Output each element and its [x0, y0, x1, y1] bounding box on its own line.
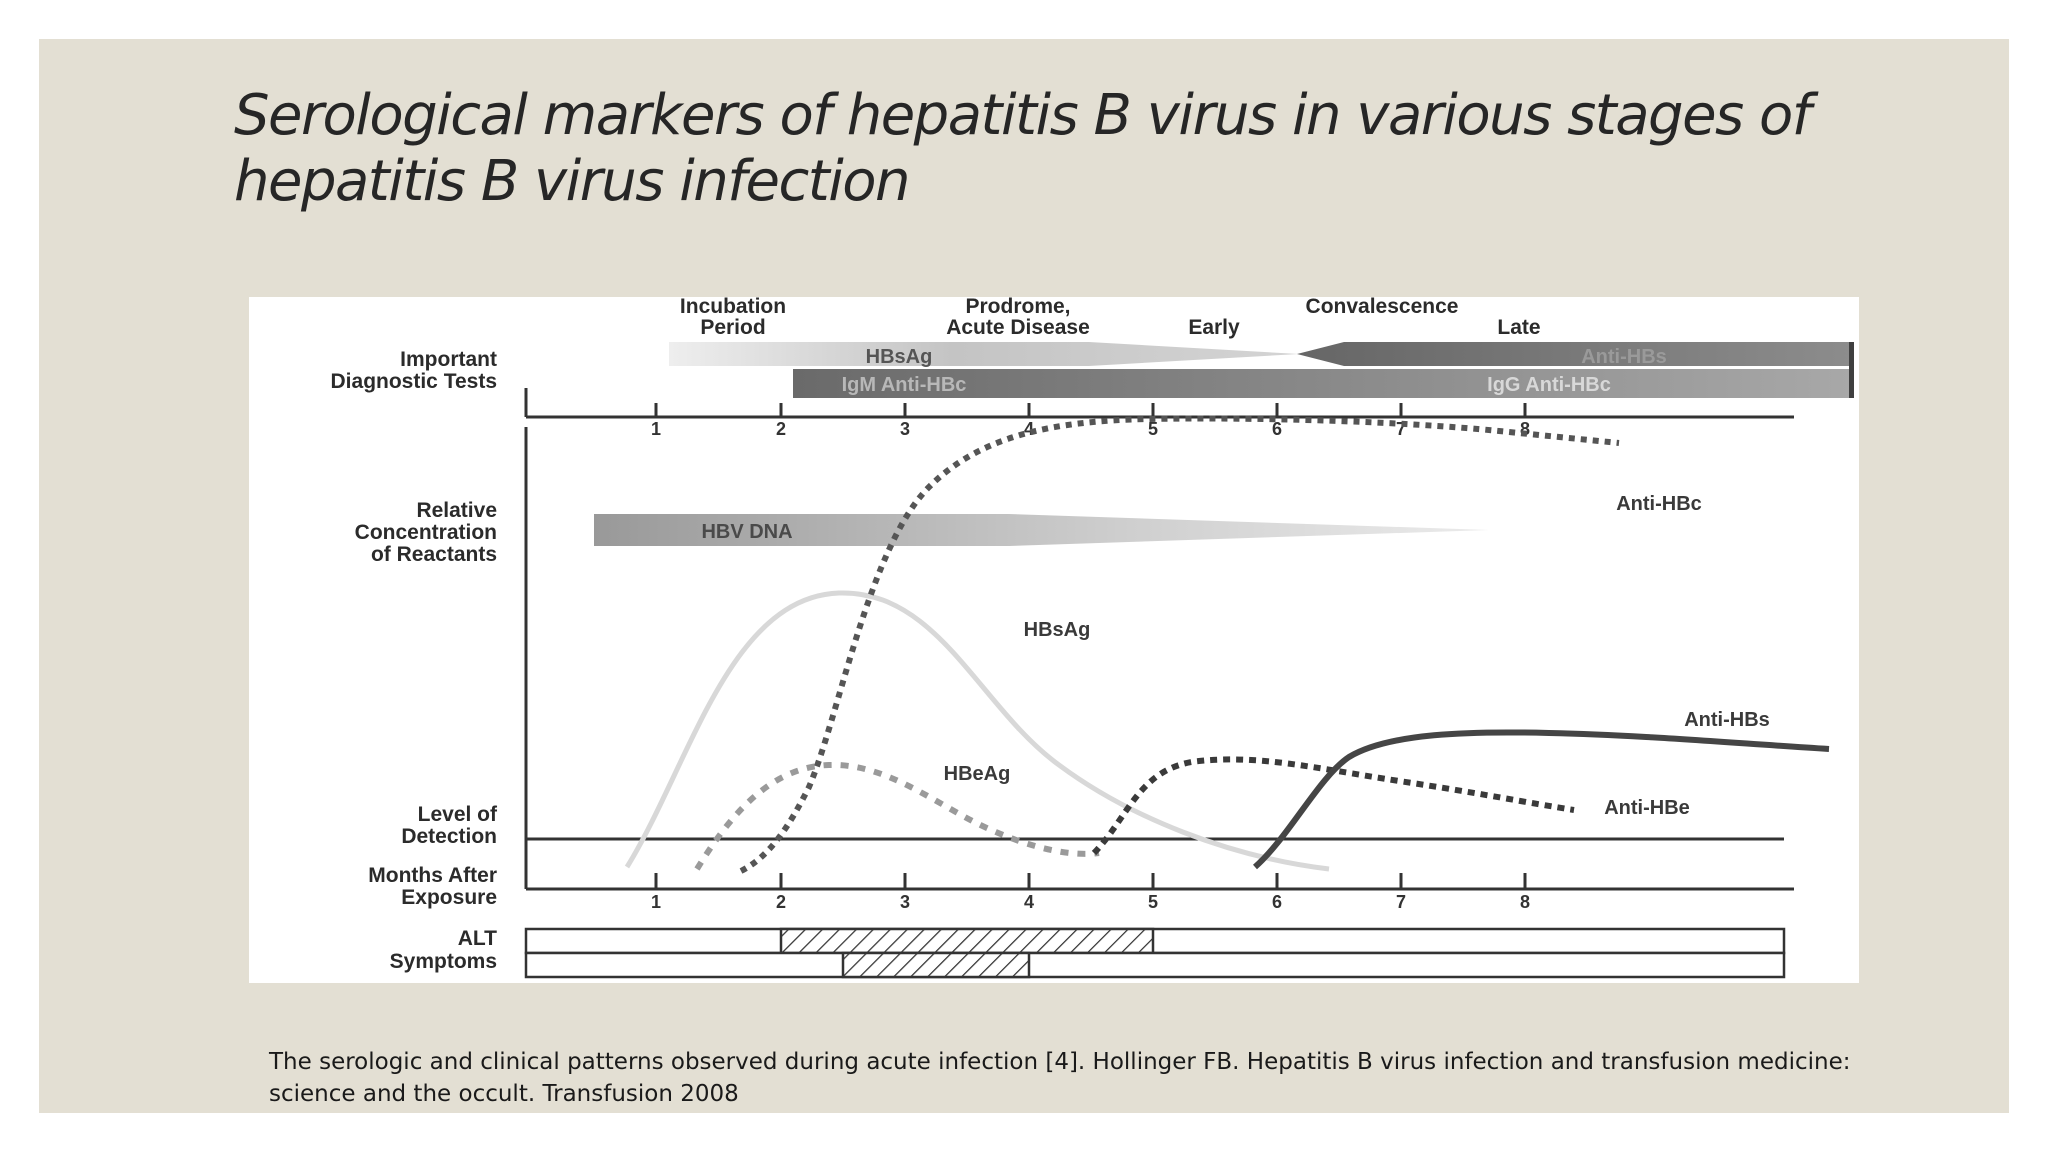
label-diagnostic-tests: Important	[400, 348, 497, 371]
hbeag-label: HBeAg	[943, 763, 1011, 785]
anti-hbs-test-bar	[1297, 342, 1854, 366]
symptoms-period	[843, 953, 1029, 977]
label-relative-concentration: Relative	[416, 499, 497, 522]
bottom-month-tick: 8	[1519, 892, 1531, 912]
phase-late: Late	[1497, 316, 1541, 339]
hbsag-curve	[627, 593, 1329, 869]
phase-incubation: Incubation	[679, 297, 787, 318]
top-month-tick: 4	[1023, 419, 1035, 439]
label-level-of-detection: Level of	[417, 803, 497, 826]
top-month-tick: 5	[1147, 419, 1159, 439]
label-symptoms: Symptoms	[389, 950, 497, 973]
hbeag-curve	[697, 765, 1099, 869]
igg-anti-hbc-label: IgG Anti-HBc	[1487, 374, 1611, 396]
phase-early: Early	[1188, 316, 1240, 339]
anti-hbe-label: Anti-HBe	[1604, 797, 1690, 819]
label-level-of-detection: Detection	[401, 825, 497, 848]
hbv-dna-label: HBV DNA	[701, 521, 793, 543]
alt-elevated-period	[781, 929, 1153, 953]
phase-prodrome: Prodrome,	[965, 297, 1071, 318]
top-month-tick: 6	[1271, 419, 1283, 439]
label-diagnostic-tests: Diagnostic Tests	[330, 370, 497, 393]
bottom-month-tick: 3	[899, 892, 911, 912]
slide	[39, 39, 2009, 1113]
anti-hbc-label: Anti-HBc	[1616, 493, 1702, 515]
anti-hbs-label: Anti-HBs	[1684, 709, 1770, 731]
caption-line: The serologic and clinical patterns observed during acute infection [4]. Hollinger FB. Hepatitis B virus infection and transfusion medicine:	[269, 1049, 1851, 1075]
label-relative-concentration: Concentration	[354, 521, 497, 544]
bottom-month-tick: 2	[775, 892, 787, 912]
figure-caption	[269, 1046, 1869, 1110]
caption-line: science and the occult. Transfusion 2008	[269, 1081, 739, 1107]
alt-bar	[526, 929, 1784, 953]
phase-incubation: Period	[700, 316, 766, 339]
phase-prodrome: Acute Disease	[946, 316, 1090, 339]
bottom-month-tick: 5	[1147, 892, 1159, 912]
hbsag-test-bar	[669, 342, 1299, 366]
top-month-tick: 2	[775, 419, 787, 439]
top-month-tick: 1	[650, 419, 662, 439]
igm-anti-hbc-label: IgM Anti-HBc	[841, 374, 967, 396]
hbsag-test-label: HBsAg	[865, 346, 933, 368]
symptoms-bar	[526, 953, 1784, 977]
phase-convalescence: Convalescence	[1305, 297, 1459, 318]
serology-figure	[249, 297, 1859, 983]
bottom-month-tick: 6	[1271, 892, 1283, 912]
serology-diagram	[249, 297, 1859, 983]
label-alt: ALT	[457, 927, 497, 950]
label-months-after-exposure: Exposure	[401, 886, 497, 909]
bottom-month-tick: 7	[1395, 892, 1407, 912]
anti-hbs-curve	[1255, 732, 1829, 867]
top-month-tick: 8	[1519, 419, 1531, 439]
top-month-tick: 7	[1395, 419, 1407, 439]
slide-title	[234, 83, 1914, 215]
hbsag-label: HBsAg	[1023, 619, 1091, 641]
top-month-tick: 3	[899, 419, 911, 439]
bottom-month-tick: 4	[1023, 892, 1035, 912]
label-months-after-exposure: Months After	[368, 864, 497, 887]
test-bar-edge	[1849, 342, 1854, 398]
anti-hbs-test-label: Anti-HBs	[1581, 346, 1667, 368]
anti-hbc-curve	[741, 419, 1619, 872]
title-line: Serological markers of hepatitis B virus in various stages of	[234, 83, 1810, 148]
title-line: hepatitis B virus infection	[234, 149, 910, 214]
label-relative-concentration: of Reactants	[370, 543, 497, 566]
bottom-month-tick: 1	[650, 892, 662, 912]
